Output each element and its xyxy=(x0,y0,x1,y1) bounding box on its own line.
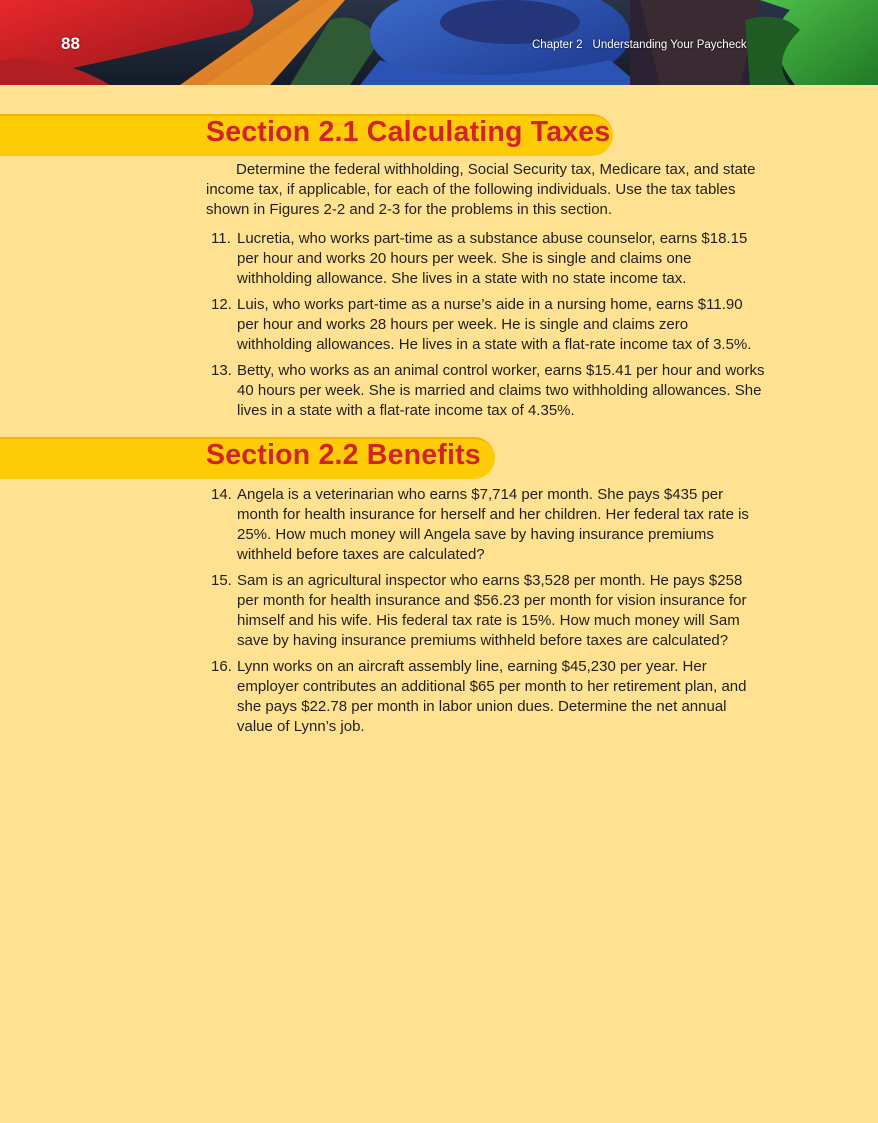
problem-number: 15. xyxy=(211,572,232,589)
page-number: 88 xyxy=(61,34,80,53)
problem-item xyxy=(206,229,766,289)
problem-text: Lynn works on an aircraft assembly line, earning $45,230 per year. Her employer contributes an additional $65 per month to her retirement plan, and she pays $22.78 per month in labor union dues. Determine the net annual value of Lynn’s job. xyxy=(237,658,747,735)
section-intro: Determine the federal withholding, Social Security tax, Medicare tax, and state income tax, if applicable, for each of the following individuals. Use the tax tables shown in Figures 2-2 and 2-3 for the problems in this section. xyxy=(206,161,756,218)
header-banner xyxy=(0,0,878,85)
section-title: Section 2.1 Calculating Taxes xyxy=(206,116,611,148)
problem-text: Lucretia, who works part-time as a substance abuse counselor, earns $18.15 per hour and works 20 hours per week. She is single and claims one withholding allowance. She lives in a state with no state income tax. xyxy=(237,230,748,287)
problem-text: Luis, who works part-time as a nurse’s aide in a nursing home, earns $11.90 per hour and works 28 hours per week. He is single and claims zero withholding allowances. He lives in a state with a flat-rate income tax of 3.5%. xyxy=(237,296,752,353)
problem-list xyxy=(206,485,766,743)
problem-list xyxy=(206,229,766,427)
problem-text: Betty, who works as an animal control worker, earns $15.41 per hour and works 40 hours per week. She is married and claims two withholding allowances. She lives in a state with a flat-rate income tax of 4.35%. xyxy=(237,362,765,419)
problem-item xyxy=(206,657,766,737)
problem-text: Angela is a veterinarian who earns $7,714 per month. She pays $435 per month for health insurance for herself and her children. Her federal tax rate is 25%. How much money will Angela save by having insurance premiums withheld before taxes are calculated? xyxy=(237,486,749,563)
problem-item xyxy=(206,295,766,355)
problem-number: 11. xyxy=(211,230,231,247)
section-title: Section 2.2 Benefits xyxy=(206,439,481,471)
chapter-title: Understanding Your Paycheck xyxy=(592,39,747,51)
problem-text: Sam is an agricultural inspector who earns $3,528 per month. He pays $258 per month for health insurance and $56.23 per month for vision insurance for himself and his wife. His federal tax rate is 15%. How much money will Sam save by having insurance premiums withheld before taxes are calculated? xyxy=(237,572,747,649)
problem-item xyxy=(206,571,766,651)
problem-number: 13. xyxy=(211,362,232,379)
running-head xyxy=(532,38,747,52)
problem-number: 14. xyxy=(211,486,232,503)
problem-number: 12. xyxy=(211,296,232,313)
problem-item xyxy=(206,361,766,421)
problem-item xyxy=(206,485,766,565)
chapter-label: Chapter 2 xyxy=(532,39,583,51)
problem-number: 16. xyxy=(211,658,232,675)
